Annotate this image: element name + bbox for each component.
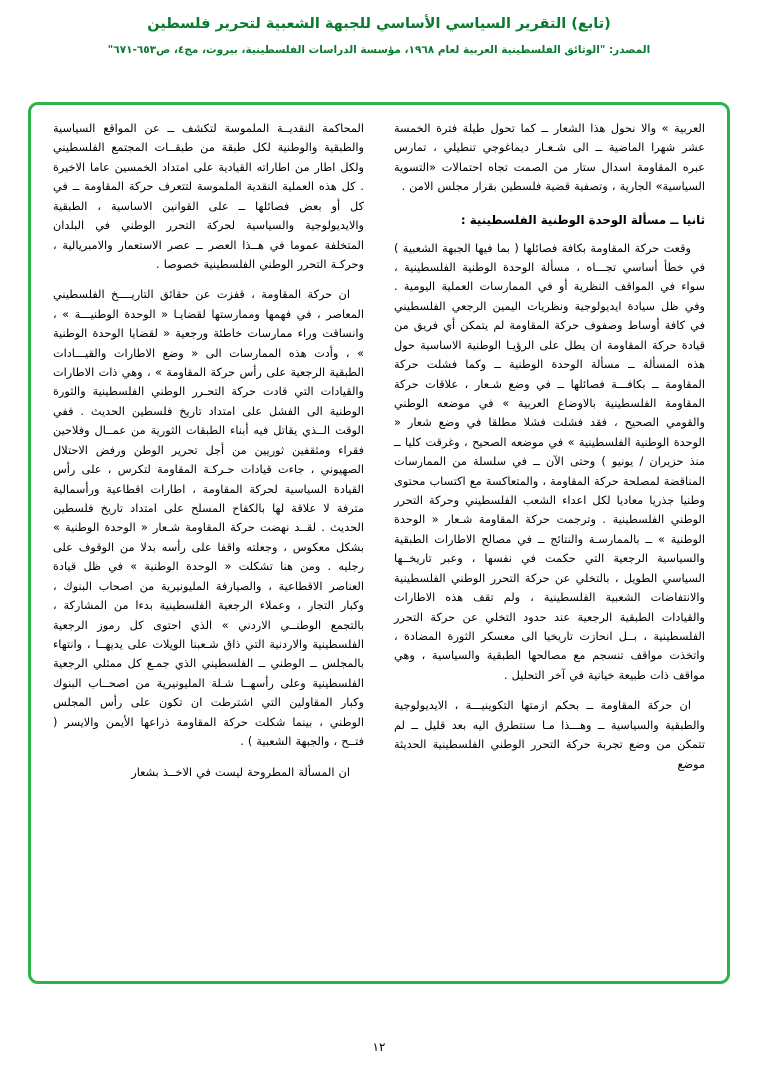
paragraph: ان حركة المقاومة ــ بحكم ازمتها التكوينيـــة ، الايديولوجية والطبقية والسياسية ــ وهـــذا مـا سنتطرق اليه بعد قليل ــ لم تتمكن من وضع تجربة حركة التحرر الوطني الفلسطينية الحديثة موضع [394,699,705,771]
paragraph: وقعت حركة المقاومة بكافة فصائلها ( بما فيها الجبهة الشعبية ) في خطأ أساسي تجـــاه ، مسألة الوحدة الوطنية الفلسطينية ، سواء في المواقف النظرية أو في الممارسات العملية اليومية . وفي ظل سيادة ايديولوجية ونظريات اليمين الرجعي الفلسطيني في كافة أوساط وصفوف حركة المقاومة لم يتمكن أي فريق من قيادة حركة المقاومة ان يطل على الرؤيـا الوطنية الاساسية حول هذه المسألة ــ مسألة الوحدة الوطنية ــ وكما فشلت حركة المقاومة ــ بكافـــة فصائلها ــ في وضع شـعار ، علاقات حركة المقاومة الفلسطينية بالاوضاع العربية » في موضعه الوطني والقومي الصحيح ، فقد فشلت فشلا مطلقا في وضع شعار « الوحدة الوطنية الفلسطينية » في موضعه الصحيح ، وغرقت كليا ــ منذ حزيران / يونيو ) وحتى الآن ــ في سلسلة من الممارسات المناقضة لمصلحة حركة المقاومة ، والمتعاكسة مع اكتساب محتوى وطنيا جذريا معاديا لكل اعداء الشعب الفلسطيني وحركة التحرر الوطني الفلسطينية . وترجمت حركة المقاومة شـعار « الوحدة الوطنية » ــ بالممارسـة والنتائج ــ في مصالح الاطارات الطبقية والسياسية الرجعية التي حكمت في نفسها ، وعبر تاريخــها السياسي الطويل ، بالتخلي عن حركة التحرر الوطني الفلسطينية والانتفاضات الشعبية الفلسطينية ، ولم تقف هذه الاطارات والقيادات الطبقية الرجعية عند حدود التخلي عن حركة التحرر الفلسطينية ، بــل انحازت تاريخيا الى معسكر الثورة المضادة ، واتخذت مواقف تنسجم مع مصالحها الطبقية والسياسية ، وهي مواقف ذات طبيعة خيانية في آخر التحليل . [394,241,705,682]
column-right [394,119,705,967]
column-left [53,119,364,967]
paragraph: العربية » والا نحول هذا الشعار ــ كما تحول طيلة فترة الخمسة عشر شهرا الماضية ــ الى شـعـار ديماغوجي تنطيلي ، تمارس عبره المقاومة اسدال ستار من الصمت تجاه احتمالات «التسوية السياسية» الجارية ، وتصفية قضية فلسطين بقرار مجلس الامن . [394,122,705,194]
section-subheading: ثانيا ــ مسألة الوحدة الوطنية الفلسطينية : [460,212,705,227]
document-source: المصدر: "الوثائق الفلسطينية العربية لعام ١٩٦٨، مؤسسة الدراسات الفلسطينية، بيروت، مج٤، ص٦٥٣-٦٧١" [107,44,651,57]
page-title: (تابع) التقرير السياسي الأساسي للجبهة الشعبية لتحرير فلسطين [147,16,611,32]
two-column-layout [53,119,705,967]
document-page [0,14,758,1092]
page-number: ١٢ [372,1040,386,1054]
paragraph: ان حركة المقاومة ، قفزت عن حقائق التاريــــخ الفلسطيني المعاصر ، في فهمها وممارستها لقضايـا « الوحدة الوطنيـــة » ، وانساقت وراء ممارسات خاطئة ورجعية « لقضايا الوحدة الوطنية » ، وأدت هذه الممارسات الى « وضع الاطارات والقيـــادات الطبقية الرجعية على رأس حركة المقاومة » ، وهي ذات الاطارات والقيادات التي قادت حركة التحـرر الوطني الفلسطينية والثورة الوطنية الى الفشل على امتداد تاريخ فلسطين الحديث . ففي الوقت الــذي يقاتل فيه أبناء الطبقات الثورية من عمــال وفلاحين فقراء ومثقفين ثوريين من أجل تحرير الوطن ورفض الاحتلال الصهيوني ، جاءت قيادات حـركـة المقاومة لتكرس ، على رأس القيادة السياسية لحركة المقاومة ، اطارات اقطاعية ورأسمالية مترفة لا علاقة لها بالكفاح المسلح على امتداد تاريخ فلسطين الحديث . لقــد نهضت حركة المقاومة شـعار « الوحدة الوطنية » بشكل معكوس ، وجعلته واقفا على رأسه بدلا من الوقوف على رجليه . ومن هنا تشكلت « الوحدة الوطنية » في ظل قيادة العناصر الاقطاعية ، والصيارفة المليونيرية من اصحاب البنوك ، وكبار التجار ، وعملاء الرجعية الفلسطينية بدءا من المشاركة ، بالتجمع الوطنــي الاردني » الذي احتوى كل رموز الرجعية الفلسطينية والاردنية التي ذاق شـعبنا الويلات على يديهــا ، وانتهاء بالمجلس ــ الوطني ــ الفلسطيني الذي جمـع كل ممثلي الرجعية الفلسطينية وعلى رأسهــا شـلة المليونيرية من اصحــاب البنوك وكبار المقاولين التي اشترطت ان تكون على رأس المجلس الوطني ، بينما شكلت حركة المقاومة ذراعها الأيمن والايسر ( فتــح ، والجبهة الشعبية ) . [53,288,364,749]
paragraph: ان المسألة المطروحة ليست في الاخــذ بشعار [131,765,350,779]
content-frame [28,102,730,984]
paragraph: المحاكمة النقديــة الملموسة لتكشف ــ عن المواقع السياسية والطبقية والوطنية لكل طبقة من طبقــات المجتمع الفلسطيني ولكل اطار من اطاراته القيادية على امتداد الخمسين عاما الاخيرة . كل هذه العملية النقدية الملموسة لتتعرف حركة المقاومة ــ في كل أو بعض فصائلها ــ على القوانين الاساسية ، الطبقية والايديولوجية والسياسية لحركة التحرر الوطني في البلدان المتخلفة عموما في هــذا العصر ــ عصر الاستعمار والامبريالية ، وحركـة التحرر الوطني الفلسطينية خصوصا . [53,122,364,271]
document-header [0,14,758,58]
